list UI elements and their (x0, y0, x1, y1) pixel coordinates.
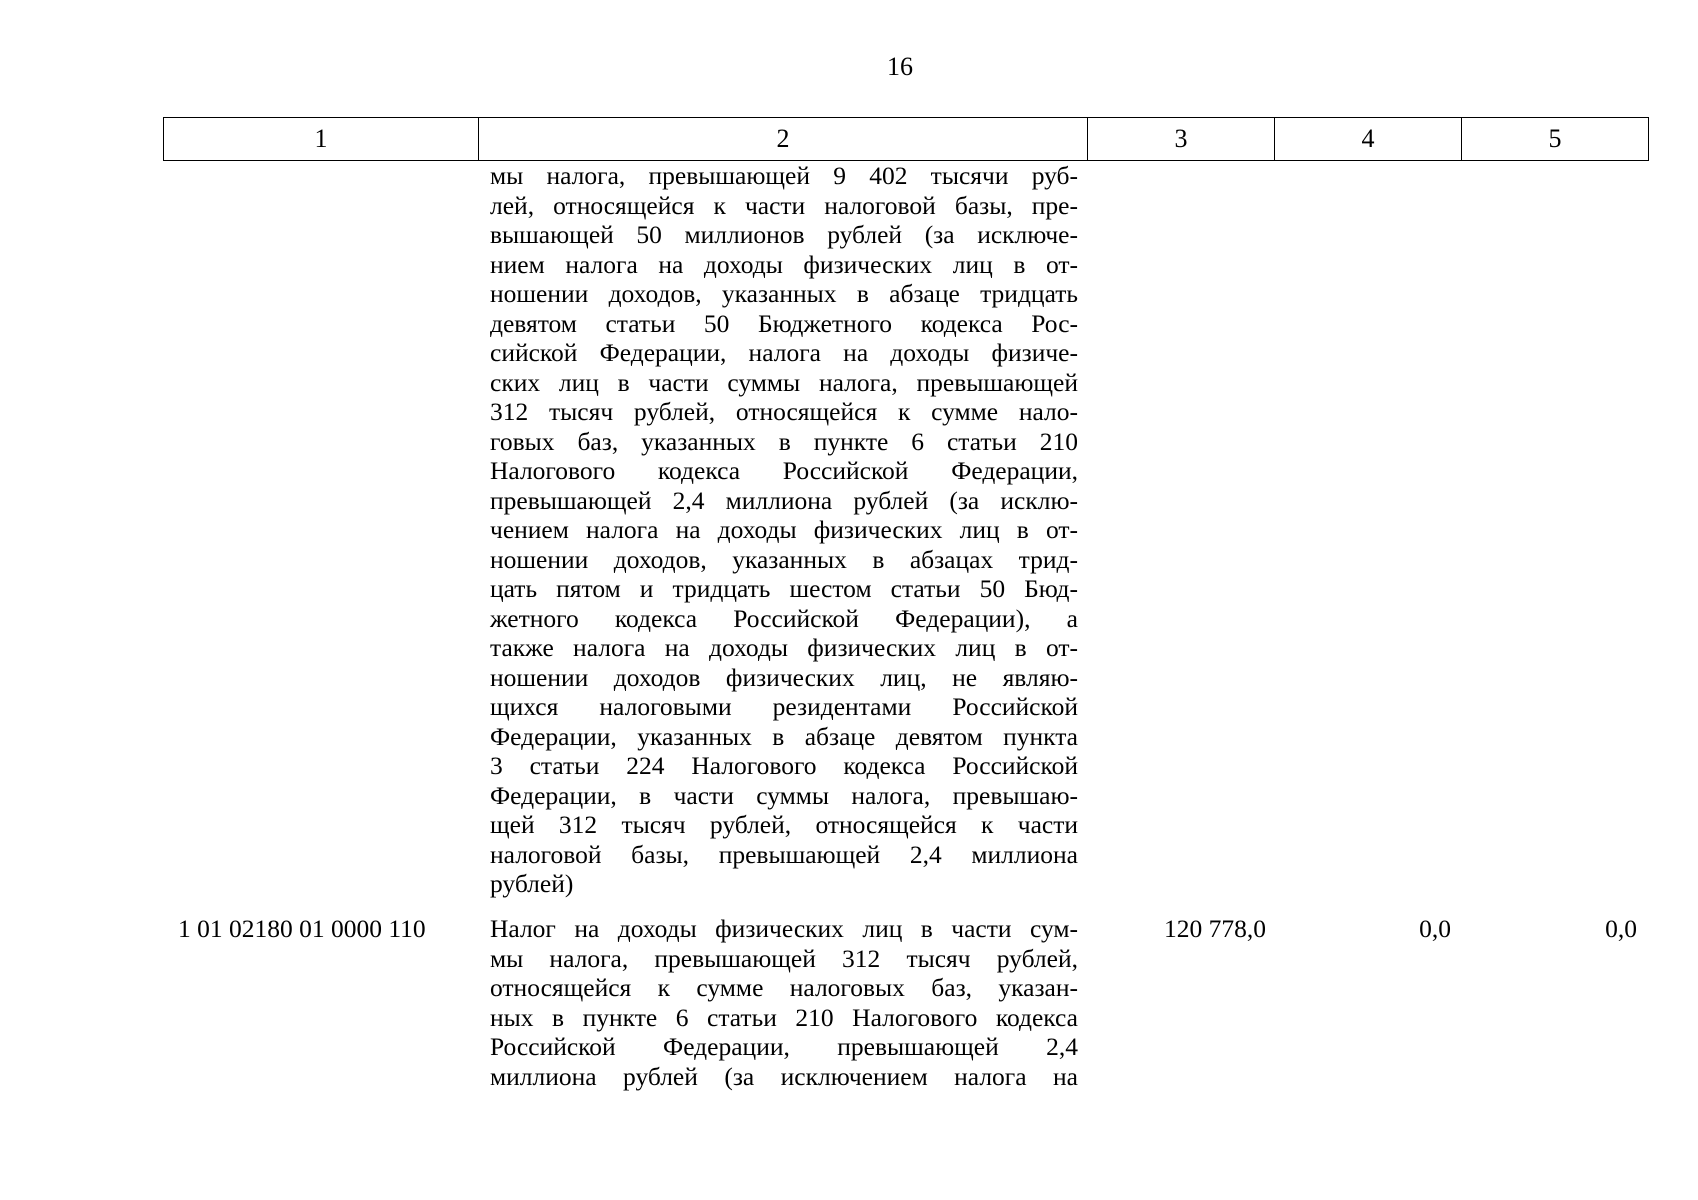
description-line: ношении доходов физических лиц, не являю- (490, 662, 1078, 692)
column-header-row (164, 118, 1649, 161)
row2-description (490, 914, 1078, 1091)
description-line: мы налога, превышающей 9 402 тысячи руб- (490, 161, 1078, 190)
description-line: ношении доходов, указанных в абзацах трид- (490, 544, 1078, 574)
description-line: чением налога на доходы физических лиц в от- (490, 515, 1078, 544)
description-line: также налога на доходы физических лиц в от- (490, 633, 1078, 662)
column-header-3: 3 (1088, 118, 1275, 161)
description-line: нием налога на доходы физических лиц в от- (490, 249, 1078, 279)
description-line: относящейся к сумме налоговых баз, указан- (490, 973, 1078, 1002)
description-line: превышающей 2,4 миллиона рублей (за исклю- (490, 485, 1078, 515)
description-line: вышающей 50 миллионов рублей (за исключе- (490, 220, 1078, 249)
description-line: девятом статьи 50 Бюджетного кодекса Рос- (490, 308, 1078, 338)
row2-col4-value: 0,0 (1419, 914, 1451, 943)
description-line: ских лиц в части суммы налога, превышающей (490, 367, 1078, 397)
column-header-5: 5 (1462, 118, 1649, 161)
description-line: Федерации, указанных в абзаце девятом пункта (490, 721, 1078, 751)
row2-col3-value: 120 778,0 (1164, 914, 1266, 943)
description-line: налоговой базы, превышающей 2,4 миллиона (490, 839, 1078, 869)
description-line: Федерации, в части суммы налога, превышаю- (490, 780, 1078, 810)
row2-col5-value: 0,0 (1605, 914, 1637, 943)
page-number: 16 (887, 52, 913, 81)
row2-code: 1 01 02180 01 0000 110 (178, 914, 426, 943)
column-header-1: 1 (164, 118, 479, 161)
description-line: жетного кодекса Российской Федерации), а (490, 603, 1078, 633)
description-line: 312 тысяч рублей, относящейся к сумме нало- (490, 397, 1078, 426)
description-line: Налог на доходы физических лиц в части сум- (490, 914, 1078, 943)
description-line: Налогового кодекса Российской Федерации, (490, 456, 1078, 485)
description-line: ных в пункте 6 статьи 210 Налогового кодекса (490, 1002, 1078, 1032)
description-line: щихся налоговыми резидентами Российской (490, 692, 1078, 721)
description-line: щей 312 тысяч рублей, относящейся к части (490, 810, 1078, 839)
description-line: миллиона рублей (за исключением налога на (490, 1061, 1078, 1091)
description-line: цать пятом и тридцать шестом статьи 50 Бюд- (490, 574, 1078, 603)
description-line: сийской Федерации, налога на доходы физиче- (490, 338, 1078, 367)
description-line: говых баз, указанных в пункте 6 статьи 210 (490, 426, 1078, 456)
description-line: 3 статьи 224 Налогового кодекса Российской (490, 751, 1078, 780)
column-header-4: 4 (1275, 118, 1462, 161)
description-line: мы налога, превышающей 312 тысяч рублей, (490, 943, 1078, 973)
column-header-table (163, 117, 1649, 161)
description-line: ношении доходов, указанных в абзаце тридцать (490, 279, 1078, 308)
description-line: лей, относящейся к части налоговой базы, пре- (490, 190, 1078, 220)
description-line: рублей) (490, 869, 574, 898)
column-header-2: 2 (479, 118, 1088, 161)
description-line: Российской Федерации, превышающей 2,4 (490, 1032, 1078, 1061)
row1-description (490, 161, 1078, 899)
